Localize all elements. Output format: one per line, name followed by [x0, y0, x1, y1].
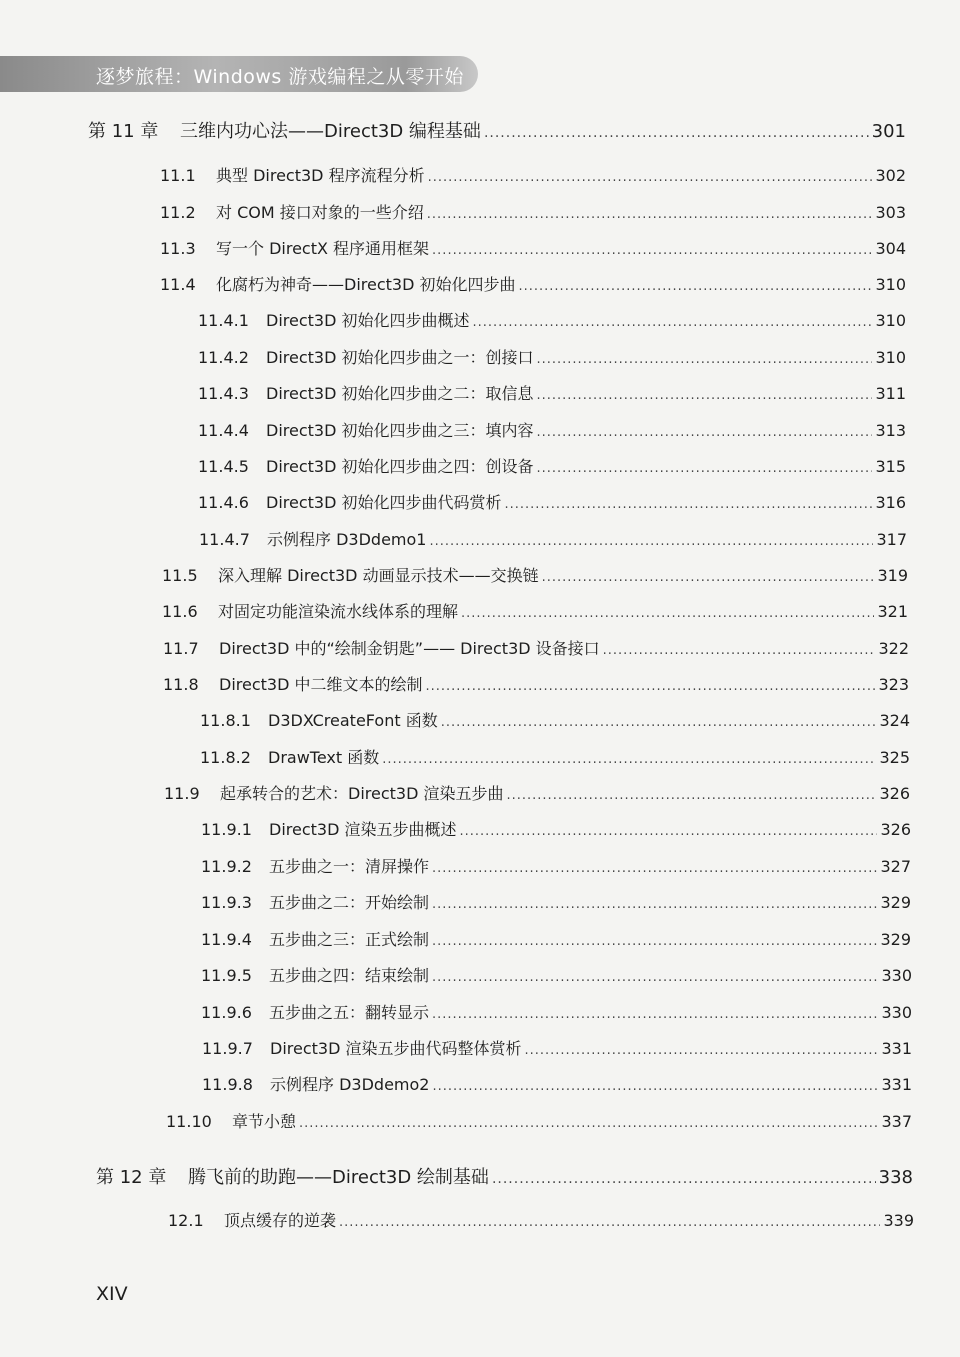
toc-entry-title: 对固定功能渲染流水线体系的理解: [218, 602, 459, 621]
toc-entry[interactable]: [163, 672, 909, 695]
toc-entry-title: Direct3D 初始化四步曲之一：创接口: [266, 348, 534, 367]
dot-leader: [537, 352, 873, 367]
toc-entry-page: 329: [880, 930, 911, 949]
toc-entry-number: 11.2: [160, 203, 196, 222]
toc-entry-number: 11.9.8: [202, 1075, 253, 1094]
dot-leader: [484, 125, 869, 141]
toc-entry-number: 11.9.3: [201, 893, 252, 912]
toc-entry-title: DrawText 函数: [268, 748, 380, 767]
dot-leader: [525, 1043, 879, 1058]
toc-entry-title: Direct3D 中二维文本的绘制: [219, 675, 423, 694]
toc-entry-title: Direct3D 渲染五步曲代码整体赏析: [270, 1039, 522, 1058]
toc-entry-title: Direct3D 初始化四步曲代码赏析: [266, 493, 502, 512]
toc-entry[interactable]: [199, 527, 907, 550]
toc-entry-page: 339: [883, 1211, 914, 1230]
toc-entry-page: 311: [875, 384, 906, 403]
dot-leader: [542, 570, 875, 585]
toc-entry-number: 11.4.2: [198, 348, 249, 367]
toc-entry-title: 五步曲之四：结束绘制: [269, 966, 430, 985]
dot-leader: [429, 534, 873, 549]
toc-entry-title: 顶点缓存的逆袭: [224, 1211, 337, 1230]
toc-entry-page: 322: [878, 639, 909, 658]
toc-entry-number: 11.9: [164, 784, 200, 803]
toc-entry-number: 11.8.2: [200, 748, 251, 767]
toc-entry-title: 五步曲之三：正式绘制: [269, 930, 430, 949]
toc-entry-page: 310: [875, 311, 906, 330]
toc-entry-page: 331: [881, 1039, 912, 1058]
toc-entry[interactable]: [201, 1000, 912, 1023]
toc-entry-number: 11.4: [160, 275, 196, 294]
dot-leader: [505, 497, 873, 512]
dot-leader: [428, 170, 873, 185]
toc-entry[interactable]: [198, 345, 906, 368]
dot-leader: [382, 752, 876, 767]
running-header-title: 逐梦旅程：Windows 游戏编程之从零开始: [96, 66, 464, 88]
toc-entry[interactable]: [201, 963, 912, 986]
dot-leader: [432, 934, 877, 949]
page-folio: XIV: [96, 1283, 128, 1305]
dot-leader: [432, 243, 872, 258]
toc-entry-number: 11.9.5: [201, 966, 252, 985]
toc-entry-title: Direct3D 中的“绘制金钥匙”—— Direct3D 设备接口: [219, 639, 600, 658]
toc-entry-number: 11.4.4: [198, 421, 249, 440]
toc-entry[interactable]: [198, 381, 906, 404]
toc-entry-page: 329: [880, 893, 911, 912]
toc-entry[interactable]: [162, 599, 908, 622]
toc-entry-page: 324: [879, 711, 910, 730]
dot-leader: [537, 461, 873, 476]
toc-entry-page: 315: [875, 457, 906, 476]
toc-entry-number: 12.1: [168, 1211, 204, 1230]
toc-entry-page: 310: [875, 275, 906, 294]
toc-entry-title: 章节小憩: [232, 1112, 297, 1131]
toc-entry-number: 第 11 章: [88, 121, 159, 142]
dot-leader: [299, 1116, 878, 1131]
toc-entry-number: 第 12 章: [96, 1167, 167, 1188]
toc-entry[interactable]: [162, 563, 908, 586]
dot-leader: [432, 970, 878, 985]
toc-entry[interactable]: [168, 1208, 914, 1231]
toc-entry-title: Direct3D 初始化四步曲概述: [266, 311, 470, 330]
toc-entry-page: 330: [881, 1003, 912, 1022]
toc-entry-page: 323: [878, 675, 909, 694]
toc-entry[interactable]: [202, 1072, 912, 1095]
toc-entry[interactable]: [166, 1109, 912, 1132]
toc-entry[interactable]: [160, 200, 906, 223]
toc-entry-title: 示例程序 D3Ddemo1: [267, 530, 427, 549]
toc-entry[interactable]: [201, 854, 911, 877]
toc-entry-title: 深入理解 Direct3D 动画显示技术——交换链: [218, 566, 539, 585]
dot-leader: [432, 897, 877, 912]
toc-entry-number: 11.4.7: [199, 530, 250, 549]
toc-entry-number: 11.1: [160, 166, 196, 185]
toc-entry-title: 三维内功心法——Direct3D 编程基础: [180, 121, 481, 142]
toc-entry[interactable]: [202, 1036, 912, 1059]
toc-entry-number: 11.8: [163, 675, 199, 694]
toc-entry-title: 化腐朽为神奇——Direct3D 初始化四步曲: [216, 275, 516, 294]
toc-entry[interactable]: [164, 781, 910, 804]
toc-entry-number: 11.4.3: [198, 384, 249, 403]
toc-entry-page: 325: [879, 748, 910, 767]
toc-entry-page: 303: [875, 203, 906, 222]
dot-leader: [537, 388, 873, 403]
dot-leader: [473, 315, 873, 330]
toc-entry[interactable]: [198, 490, 906, 513]
toc-entry-title: 腾飞前的助跑——Direct3D 绘制基础: [188, 1167, 489, 1188]
toc-entry[interactable]: [88, 117, 906, 143]
toc-entry[interactable]: [201, 927, 911, 950]
dot-leader: [432, 861, 877, 876]
toc-entry-number: 11.9.7: [202, 1039, 253, 1058]
toc-entry-number: 11.9.1: [201, 820, 252, 839]
toc-entry[interactable]: [200, 745, 910, 768]
toc-entry-number: 11.4.6: [198, 493, 249, 512]
toc-entry-title: 示例程序 D3Ddemo2: [270, 1075, 430, 1094]
toc-entry-number: 11.3: [160, 239, 196, 258]
toc-entry-title: 五步曲之二：开始绘制: [269, 893, 430, 912]
dot-leader: [492, 1171, 876, 1187]
toc-entry-title: D3DXCreateFont 函数: [268, 711, 438, 730]
dot-leader: [460, 824, 878, 839]
toc-entry-title: 写一个 DirectX 程序通用框架: [216, 239, 430, 258]
toc-entry-number: 11.9.4: [201, 930, 252, 949]
toc-entry-page: 317: [876, 530, 907, 549]
toc-entry-number: 11.4.5: [198, 457, 249, 476]
toc-entry-title: Direct3D 初始化四步曲之二：取信息: [266, 384, 534, 403]
toc-entry[interactable]: [163, 636, 909, 659]
toc-entry-page: 316: [875, 493, 906, 512]
toc-entry-page: 337: [881, 1112, 912, 1131]
toc-entry[interactable]: [198, 454, 906, 477]
dot-leader: [432, 1007, 878, 1022]
dot-leader: [432, 1079, 878, 1094]
toc-entry-number: 11.10: [166, 1112, 212, 1131]
toc-entry-number: 11.5: [162, 566, 198, 585]
toc-entry-number: 11.6: [162, 602, 198, 621]
dot-leader: [537, 425, 873, 440]
toc-entry[interactable]: [160, 236, 906, 259]
dot-leader: [339, 1215, 880, 1230]
toc-entry-title: Direct3D 初始化四步曲之四：创设备: [266, 457, 534, 476]
dot-leader: [507, 788, 877, 803]
toc-entry-page: 313: [875, 421, 906, 440]
toc-entry-title: 五步曲之五：翻转显示: [269, 1003, 430, 1022]
toc-entry[interactable]: [96, 1163, 913, 1189]
toc-entry[interactable]: [201, 817, 911, 840]
toc-entry-title: Direct3D 渲染五步曲概述: [269, 820, 457, 839]
toc-entry-page: 319: [877, 566, 908, 585]
dot-leader: [426, 679, 876, 694]
dot-leader: [603, 643, 876, 658]
toc-entry-page: 321: [877, 602, 908, 621]
toc-entry[interactable]: [160, 272, 906, 295]
toc-entry-number: 11.8.1: [200, 711, 251, 730]
toc-entry-number: 11.9.2: [201, 857, 252, 876]
dot-leader: [461, 606, 874, 621]
dot-leader: [519, 279, 873, 294]
toc-entry-page: 331: [881, 1075, 912, 1094]
toc-entry-title: 起承转合的艺术：Direct3D 渲染五步曲: [220, 784, 504, 803]
toc-entry-page: 304: [875, 239, 906, 258]
dot-leader: [441, 715, 877, 730]
dot-leader: [427, 207, 873, 222]
toc-entry-number: 11.9.6: [201, 1003, 252, 1022]
toc-entry-page: 302: [875, 166, 906, 185]
toc-entry[interactable]: [201, 890, 911, 913]
toc-entry-page: 301: [871, 121, 906, 142]
toc-entry-number: 11.4.1: [198, 311, 249, 330]
toc-entry-title: 五步曲之一：清屏操作: [269, 857, 430, 876]
toc-entry-page: 338: [878, 1167, 913, 1188]
toc-entry[interactable]: [200, 708, 910, 731]
toc-entry-page: 310: [875, 348, 906, 367]
toc-entry[interactable]: [198, 418, 906, 441]
toc-entry-title: Direct3D 初始化四步曲之三：填内容: [266, 421, 534, 440]
toc-entry-page: 330: [881, 966, 912, 985]
toc-entry-title: 对 COM 接口对象的一些介绍: [216, 203, 424, 222]
toc-entry[interactable]: [160, 163, 906, 186]
toc-entry-page: 327: [880, 857, 911, 876]
toc-entry[interactable]: [198, 308, 906, 331]
toc-entry-page: 326: [879, 784, 910, 803]
toc-entry-title: 典型 Direct3D 程序流程分析: [216, 166, 425, 185]
toc-entry-number: 11.7: [163, 639, 199, 658]
toc-entry-page: 326: [880, 820, 911, 839]
